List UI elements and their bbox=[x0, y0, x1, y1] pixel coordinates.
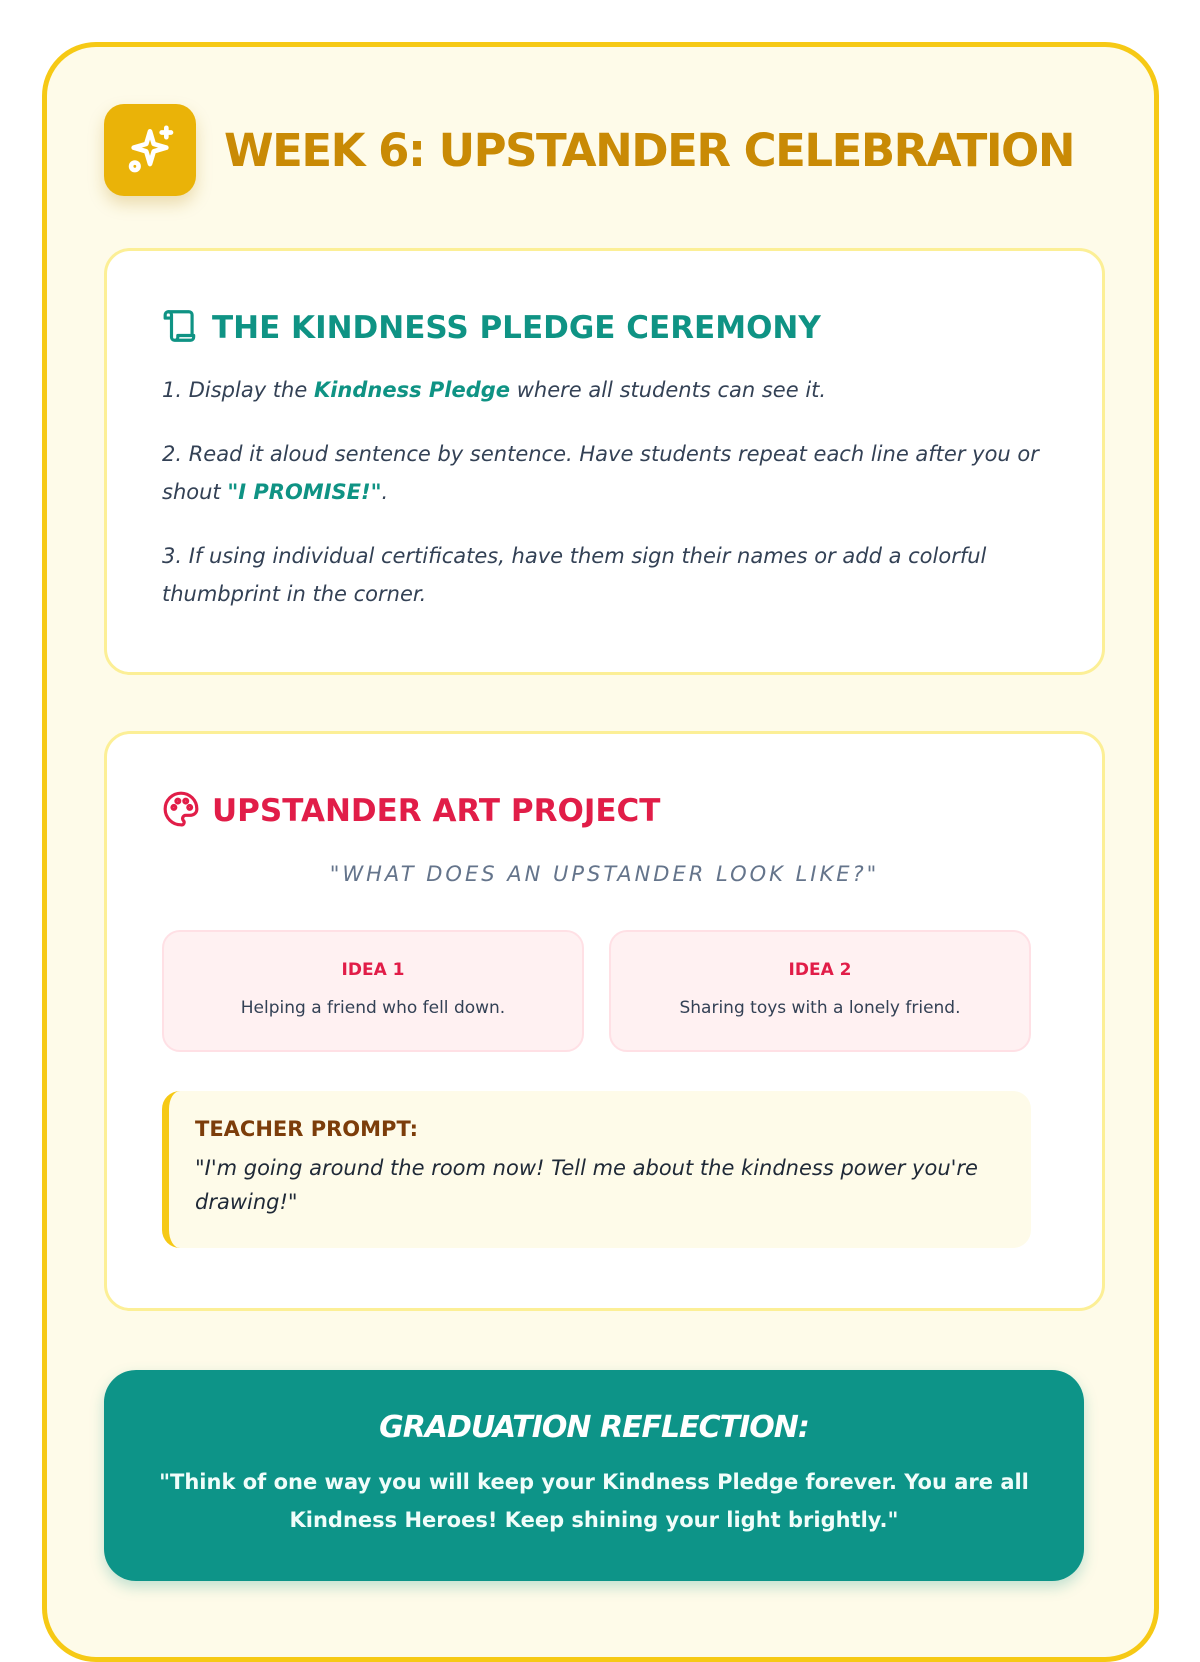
pledge-step-3: 3. If using individual certificates, have them sign their names or add a colorful thumbprint in the corner. bbox=[162, 544, 987, 606]
idea-text: Sharing toys with a lonely friend. bbox=[679, 998, 961, 1018]
sparkles-icon bbox=[104, 104, 196, 196]
teacher-prompt bbox=[162, 1091, 1031, 1248]
reflection-text: "Think of one way you will keep your Kindness Pledge forever. You are all Kindness Heroes! Keep shining your light brightly." bbox=[159, 1470, 1029, 1532]
idea-card-2 bbox=[609, 930, 1031, 1052]
page-title: WEEK 6: UPSTANDER CELEBRATION bbox=[224, 123, 1074, 177]
scroll-icon bbox=[162, 307, 200, 349]
pledge-step-2: 2. Read it aloud sentence by sentence. Have students repeat each line after you or shout "I PROMISE!". bbox=[162, 442, 1039, 504]
teacher-prompt-text: "I'm going around the room now! Tell me about the kindness power you're drawing!" bbox=[195, 1156, 978, 1214]
pledge-heading bbox=[162, 307, 821, 349]
pledge-section bbox=[104, 248, 1105, 675]
idea-label: IDEA 1 bbox=[341, 960, 405, 980]
teacher-prompt-label: TEACHER PROMPT: bbox=[195, 1117, 419, 1141]
idea-card-1 bbox=[162, 930, 584, 1052]
palette-icon bbox=[162, 790, 200, 832]
idea-text: Helping a friend who fell down. bbox=[240, 998, 506, 1018]
page-header bbox=[104, 104, 1074, 196]
art-section bbox=[104, 731, 1105, 1311]
art-heading bbox=[162, 790, 660, 832]
art-title: UPSTANDER ART PROJECT bbox=[212, 793, 661, 829]
reflection-title: GRADUATION REFLECTION: bbox=[379, 1410, 809, 1445]
idea-label: IDEA 2 bbox=[788, 960, 852, 980]
lesson-card bbox=[42, 42, 1159, 1662]
art-question: "WHAT DOES AN UPSTANDER LOOK LIKE?" bbox=[329, 862, 880, 886]
graduation-reflection bbox=[104, 1370, 1084, 1581]
pledge-title: THE KINDNESS PLEDGE CEREMONY bbox=[212, 310, 821, 346]
pledge-step-1: 1. Display the Kindness Pledge where all students can see it. bbox=[162, 378, 827, 402]
pledge-steps bbox=[162, 371, 1042, 639]
